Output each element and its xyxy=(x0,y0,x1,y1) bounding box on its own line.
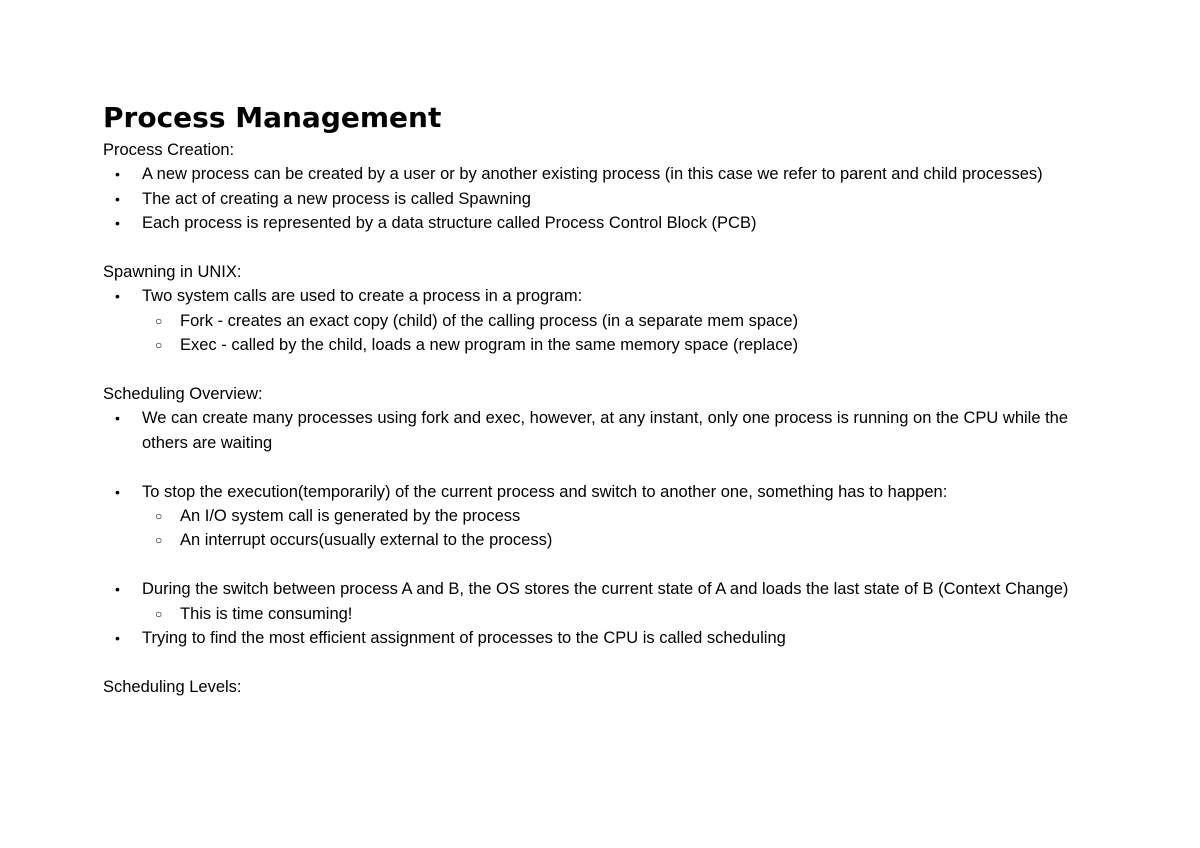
list-item xyxy=(103,577,1103,601)
list-subitem-text: This is time consuming! xyxy=(180,604,353,623)
page-title: Process Management xyxy=(103,101,442,134)
bullet-list xyxy=(103,577,1103,650)
spacer xyxy=(103,650,1103,674)
circle-bullet-icon: ○ xyxy=(155,509,163,524)
list-subitem-text: An interrupt occurs(usually external to the process) xyxy=(180,531,553,550)
list-item-text: To stop the execution(temporarily) of the current process and switch to another one, something has to happen: xyxy=(142,482,948,501)
circle-bullet-icon: ○ xyxy=(155,533,163,548)
list-item xyxy=(103,187,1103,211)
section-scheduling-levels xyxy=(103,675,1103,699)
bullet-icon: • xyxy=(115,288,120,305)
list-item-text: During the switch between process A and B, the OS stores the current state of A and loads the last state of B (Context Change) xyxy=(142,580,1069,599)
list-item-text: We can create many processes using fork and exec, however, at any instant, only one process is running on the CPU while the others are waiting xyxy=(142,409,1069,452)
list-item-text: Two system calls are used to create a process in a program: xyxy=(142,287,583,306)
list-item xyxy=(103,284,1103,308)
section-spawning-unix xyxy=(103,260,1103,358)
list-subitem xyxy=(103,333,1103,357)
circle-bullet-icon: ○ xyxy=(155,338,163,353)
list-subitem-text: Fork - creates an exact copy (child) of the calling process (in a separate mem space) xyxy=(180,311,799,330)
list-item-text: Each process is represented by a data structure called Process Control Block (PCB) xyxy=(142,214,757,233)
bullet-list xyxy=(103,480,1103,553)
document-page xyxy=(103,100,1103,699)
section-heading: Process Creation: xyxy=(103,141,235,159)
list-subitem xyxy=(103,528,1103,552)
circle-bullet-icon: ○ xyxy=(155,606,163,621)
list-item xyxy=(103,211,1103,235)
spacer xyxy=(103,358,1103,382)
section-process-creation xyxy=(103,138,1103,236)
bullet-icon: • xyxy=(115,215,120,232)
bullet-icon: • xyxy=(115,410,120,427)
section-heading: Scheduling Overview: xyxy=(103,385,263,404)
bullet-icon: • xyxy=(115,190,120,207)
list-item-text: Trying to find the most efficient assignment of processes to the CPU is called scheduling xyxy=(142,629,786,648)
bullet-list xyxy=(103,284,1103,357)
list-subitem-text: Exec - called by the child, loads a new program in the same memory space (replace) xyxy=(180,336,799,355)
section-heading: Scheduling Levels: xyxy=(103,677,242,696)
list-item xyxy=(103,406,1103,455)
list-subitem xyxy=(103,602,1103,626)
spacer xyxy=(103,455,1103,479)
bullet-icon: • xyxy=(115,483,120,500)
bullet-icon: • xyxy=(115,166,120,183)
section-scheduling-overview xyxy=(103,382,1103,650)
list-item-text: The act of creating a new process is called Spawning xyxy=(142,189,531,208)
bullet-list xyxy=(103,406,1103,455)
list-item xyxy=(103,626,1103,650)
list-subitem xyxy=(103,309,1103,333)
list-subitem-text: An I/O system call is generated by the process xyxy=(180,507,521,526)
list-subitem xyxy=(103,504,1103,528)
section-heading: Spawning in UNIX: xyxy=(103,263,242,282)
list-item xyxy=(103,480,1103,504)
bullet-icon: • xyxy=(115,581,120,598)
list-item xyxy=(103,162,1103,186)
bullet-icon: • xyxy=(115,630,120,647)
circle-bullet-icon: ○ xyxy=(155,313,163,328)
spacer xyxy=(103,553,1103,577)
list-item-text: A new process can be created by a user or by another existing process (in this case we refer to parent and child processes) xyxy=(142,165,1043,184)
bullet-list xyxy=(103,162,1103,235)
spacer xyxy=(103,236,1103,260)
